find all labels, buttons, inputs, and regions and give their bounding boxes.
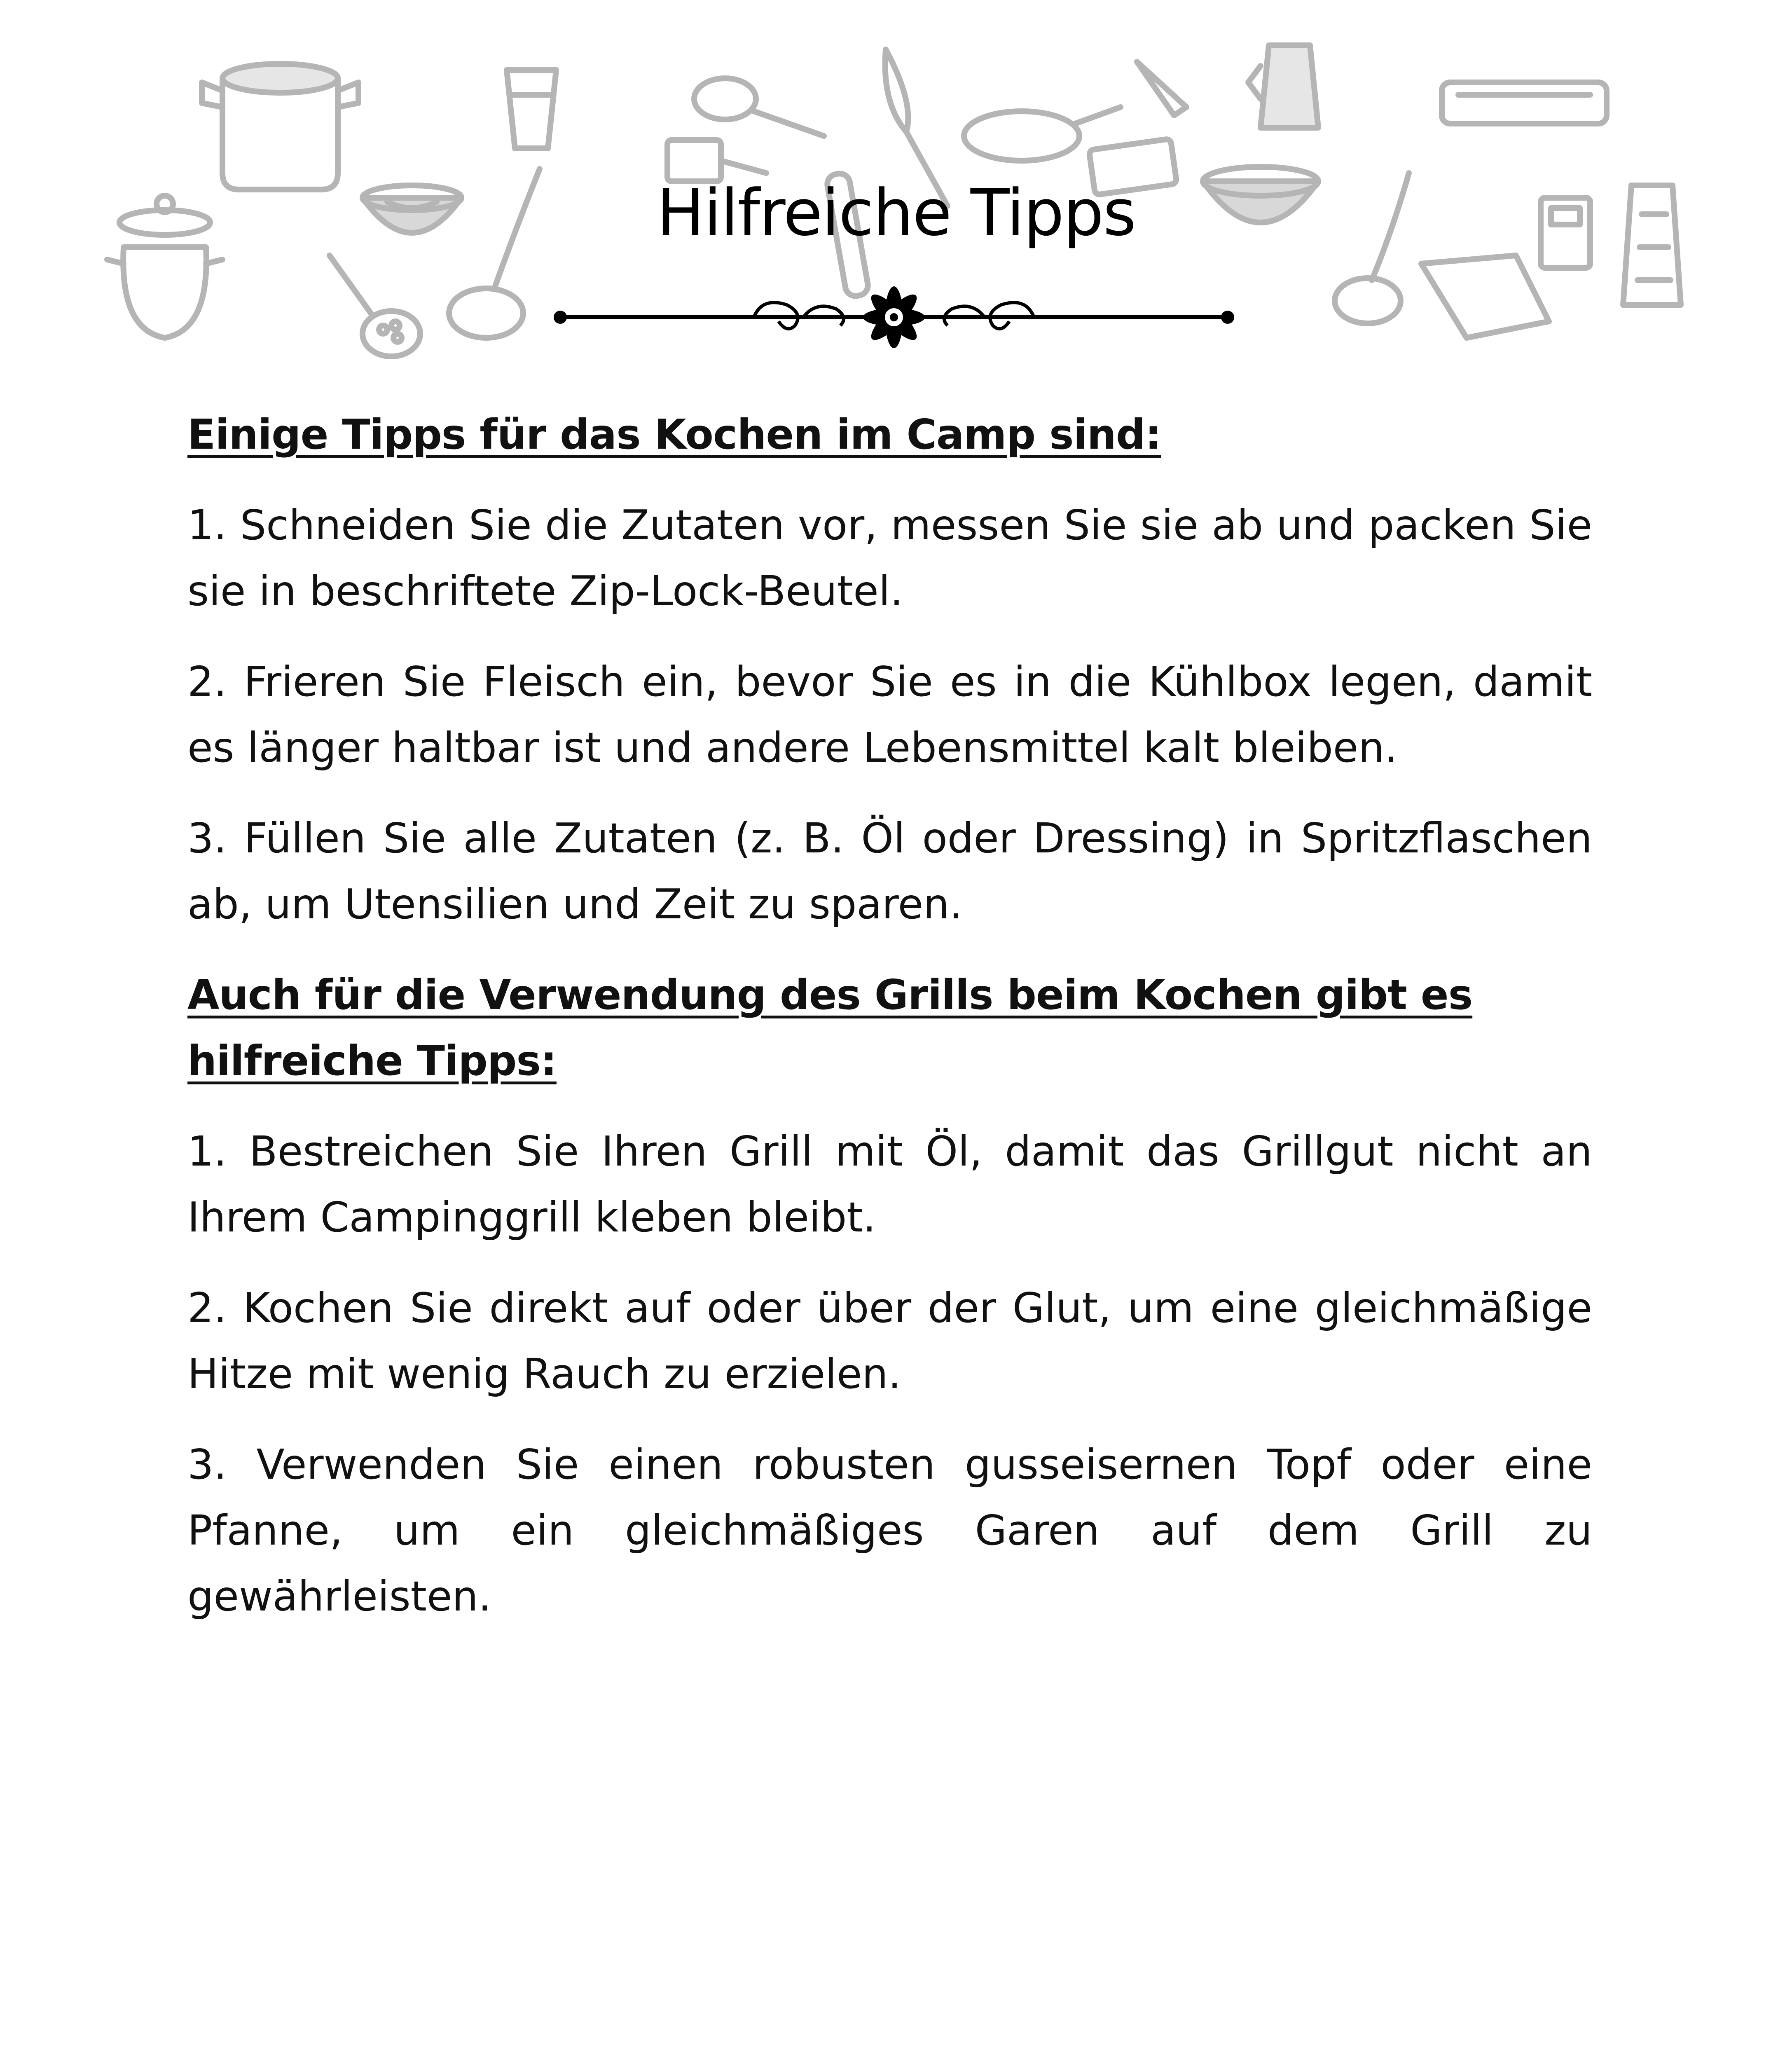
tip-paragraph: 3. Verwenden Sie einen robusten gusseisernen Topf oder eine Pfanne, um ein gleichmäßiges Garen auf dem Grill zu gewährleisten. [187,1440,1592,1620]
tips-content [187,402,1592,1654]
camp-cooking-tips-section [187,402,1592,937]
tip-paragraph: 2. Kochen Sie direkt auf oder über der Glut, um eine gleichmäßige Hitze mit wenig Rauch zu erzielen. [187,1284,1592,1398]
page-title: Hilfreiche Tipps [656,176,1136,250]
flower-ornament-icon [863,286,925,348]
cooking-pot-icon [202,64,358,190]
tip-paragraph: 3. Füllen Sie alle Zutaten (z. B. Öl oder Dressing) in Spritzflaschen ab, um Utensilien und Zeit zu sparen. [187,814,1592,928]
spoon-icon [694,78,824,136]
tip-paragraph: 2. Frieren Sie Fleisch ein, bevor Sie es in die Kühlbox legen, damit es länger haltbar ist und andere Lebensmittel kalt bleiben. [187,658,1592,772]
ornamental-divider [548,280,1240,354]
section-heading: Einige Tipps für das Kochen im Camp sind: [187,410,1161,459]
grill-tips-section [187,962,1592,1629]
tip-paragraph: 1. Bestreichen Sie Ihren Grill mit Öl, damit das Grillgut nicht an Ihrem Campinggrill kleben bleibt. [187,1127,1592,1241]
frying-pan-icon [964,107,1121,161]
drinking-glass-icon [507,70,556,148]
baking-pan-icon [1442,82,1607,124]
kitchen-towel-icon [1421,255,1549,338]
slotted-spoon-icon [330,255,420,356]
measuring-jug-icon [1248,45,1318,128]
section-heading: Auch für die Verwendung des Grills beim Kochen gibt es hilfreiche Tipps: [187,971,1473,1085]
tip-paragraph: 1. Schneiden Sie die Zutaten vor, messen Sie sie ab und packen Sie sie in beschriftete Zip-Lock-Beutel. [187,501,1592,615]
knife-icon [1137,62,1186,115]
